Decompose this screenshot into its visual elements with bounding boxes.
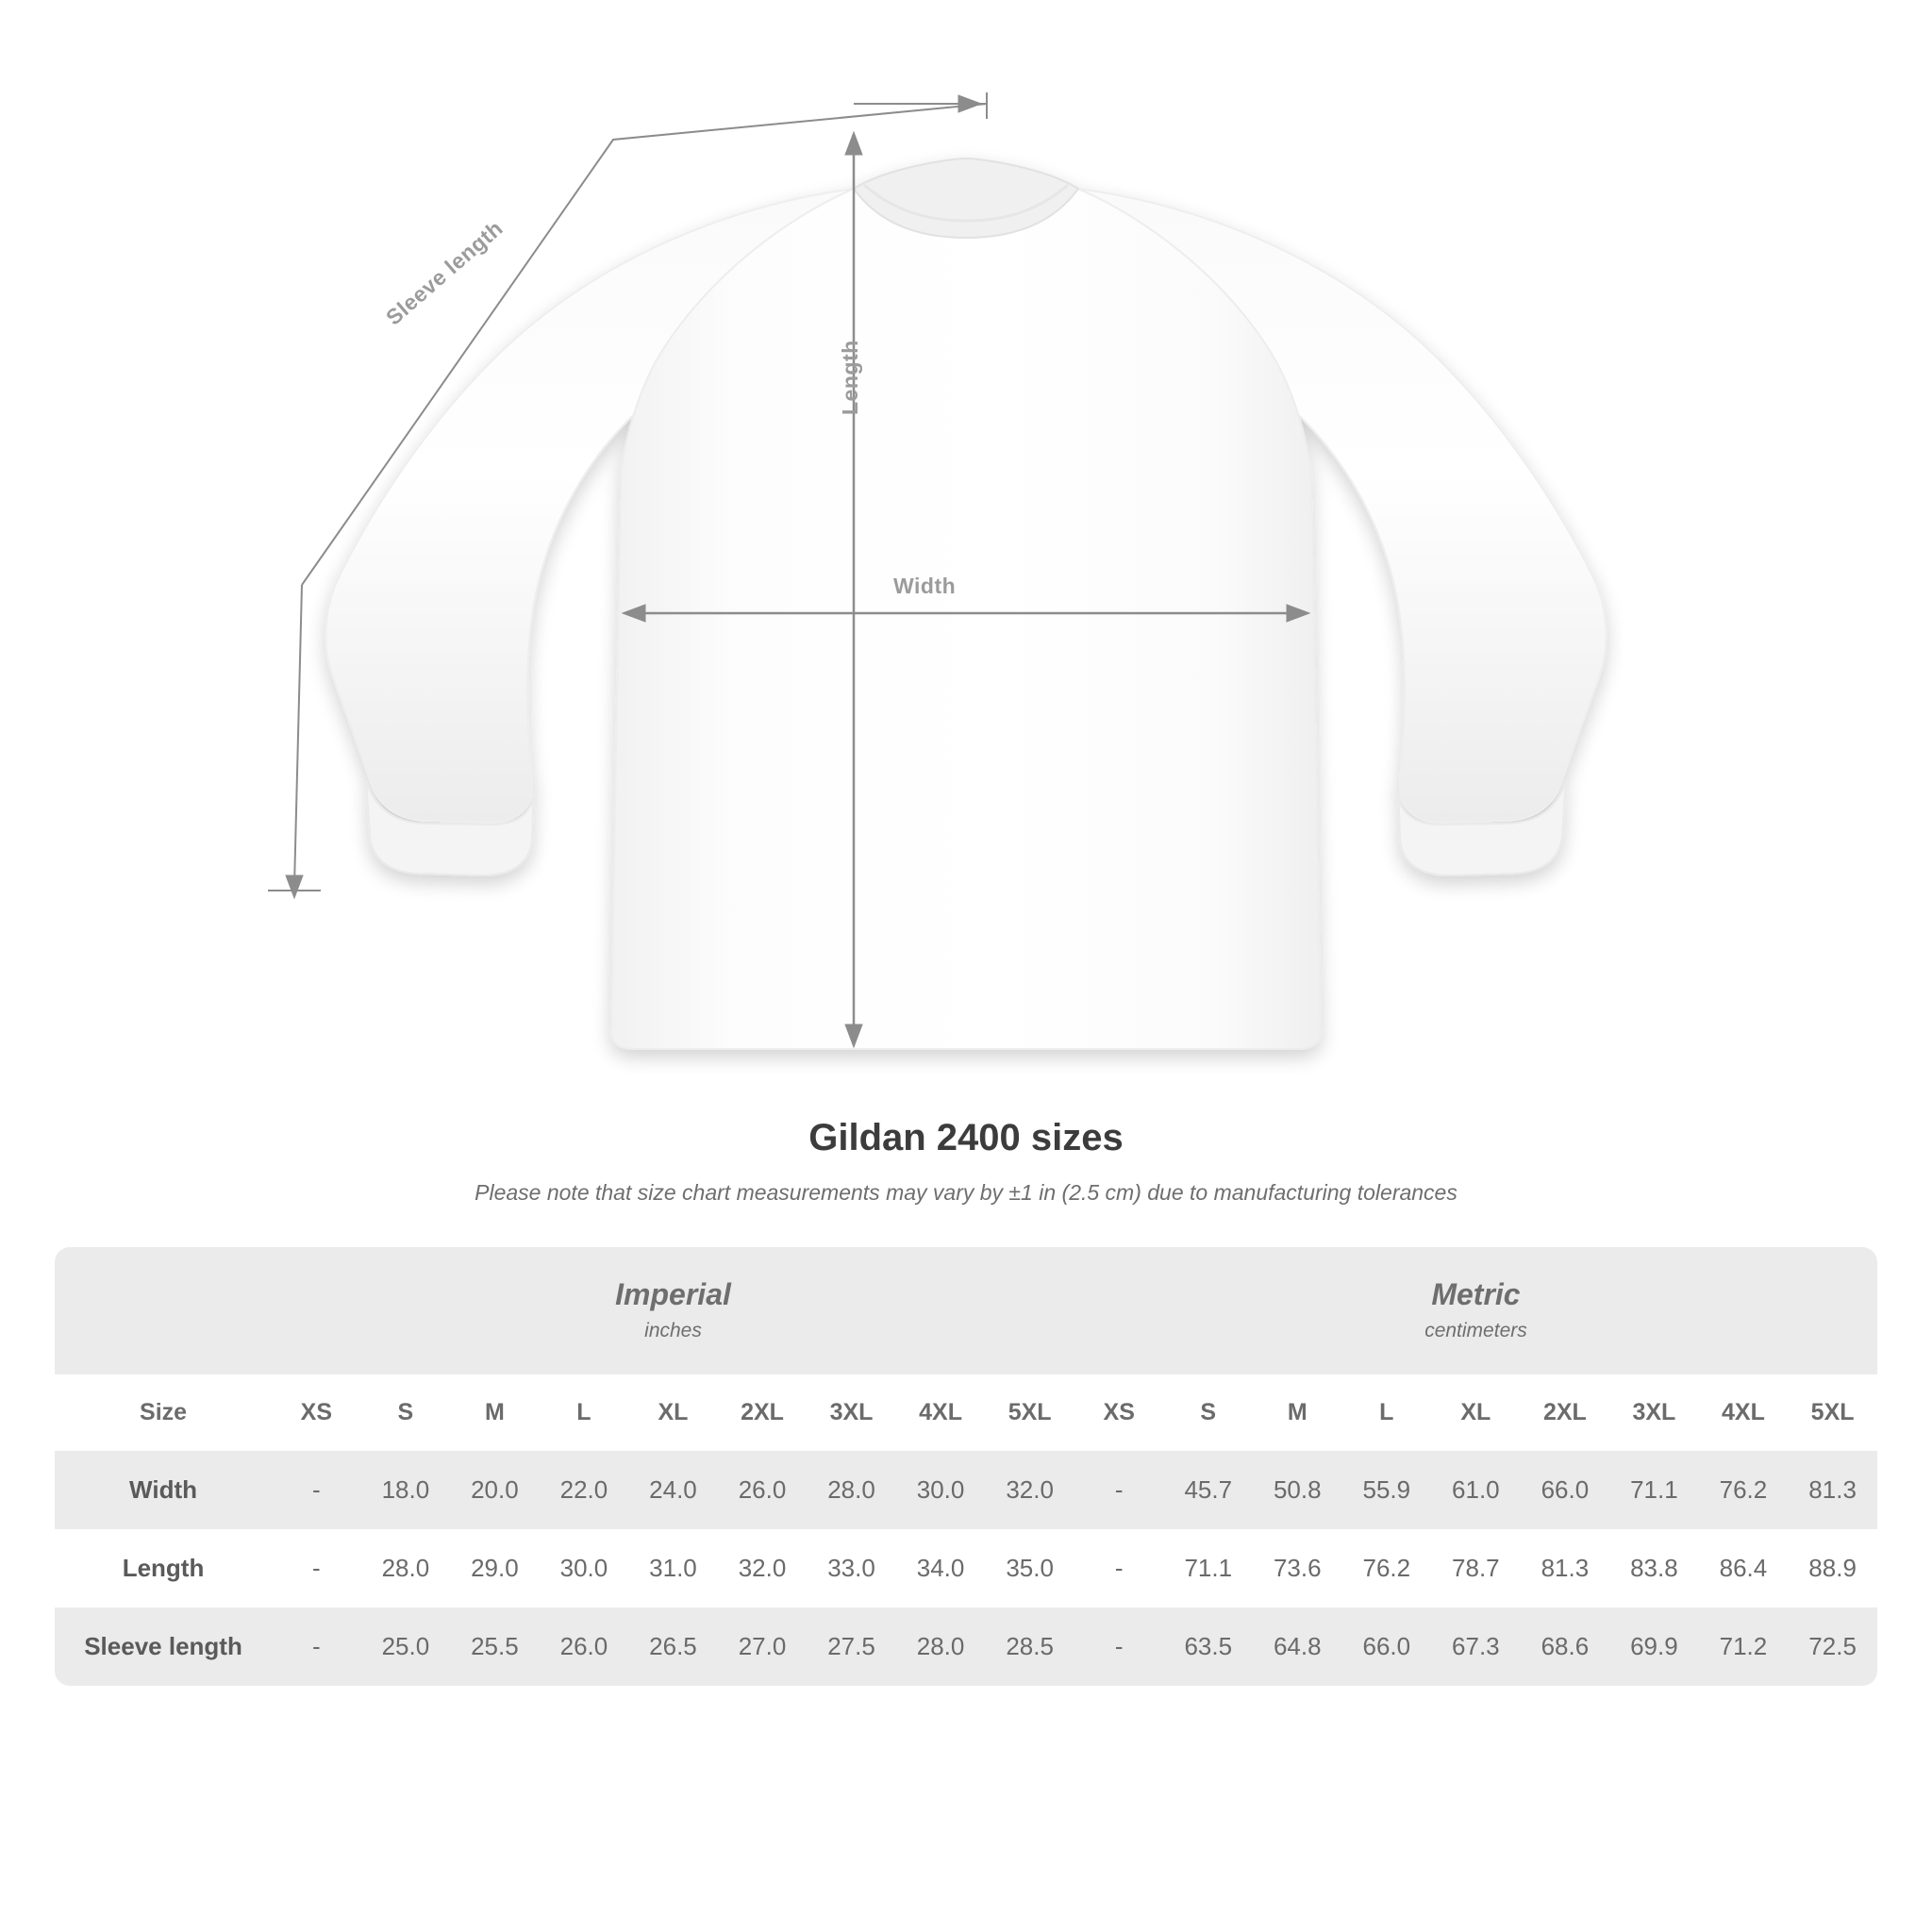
cell-length-metric-xs: - [1074,1529,1164,1607]
cell-length-imperial-xl: 31.0 [628,1529,718,1607]
title-block [0,1117,1932,1206]
metric-unit-sub: centimeters [1424,1319,1527,1341]
cell-length-imperial-s: 28.0 [361,1529,451,1607]
metric-unit-cell [1074,1247,1877,1374]
size-chart-table [55,1247,1877,1686]
cell-length-metric-xl: 78.7 [1431,1529,1521,1607]
shirt-body-shape [325,158,1606,1049]
cell-sleeve-metric-xl: 67.3 [1431,1607,1521,1686]
cell-width-imperial-m: 20.0 [450,1451,540,1529]
cell-width-imperial-5xl: 32.0 [985,1451,1074,1529]
cell-length-metric-3xl: 83.8 [1609,1529,1699,1607]
cell-sleeve-imperial-2xl: 27.0 [718,1607,808,1686]
cell-sleeve-metric-5xl: 72.5 [1788,1607,1877,1686]
cell-width-metric-5xl: 81.3 [1788,1451,1877,1529]
header-metric-xs: XS [1074,1374,1164,1451]
cell-sleeve-imperial-3xl: 27.5 [807,1607,896,1686]
cell-sleeve-imperial-5xl: 28.5 [985,1607,1074,1686]
cell-length-imperial-2xl: 32.0 [718,1529,808,1607]
page-subtitle: Please note that size chart measurements may vary by ±1 in (2.5 cm) due to manufacturing tolerances [475,1180,1457,1205]
cell-sleeve-imperial-xs: - [272,1607,361,1686]
header-imperial-xs: XS [272,1374,361,1451]
header-metric-l: L [1342,1374,1432,1451]
width-label: Width [893,574,957,598]
cell-length-metric-2xl: 81.3 [1521,1529,1610,1607]
size-table-wrapper [55,1247,1877,1686]
cell-width-imperial-s: 18.0 [361,1451,451,1529]
header-metric-5xl: 5XL [1788,1374,1877,1451]
header-imperial-5xl: 5XL [985,1374,1074,1451]
header-imperial-m: M [450,1374,540,1451]
cell-width-metric-l: 55.9 [1342,1451,1432,1529]
table-row [55,1451,1877,1529]
header-imperial-4xl: 4XL [896,1374,986,1451]
column-header-row [55,1374,1877,1451]
cell-length-metric-m: 73.6 [1253,1529,1342,1607]
cell-width-imperial-xl: 24.0 [628,1451,718,1529]
cell-sleeve-imperial-xl: 26.5 [628,1607,718,1686]
length-label: Length [838,340,862,415]
imperial-unit-sub: inches [644,1319,702,1341]
header-metric-3xl: 3XL [1609,1374,1699,1451]
header-metric-m: M [1253,1374,1342,1451]
cell-width-metric-2xl: 66.0 [1521,1451,1610,1529]
header-metric-2xl: 2XL [1521,1374,1610,1451]
cell-width-imperial-xs: - [272,1451,361,1529]
row-label-length: Length [55,1529,272,1607]
header-imperial-xl: XL [628,1374,718,1451]
header-imperial-3xl: 3XL [807,1374,896,1451]
table-row [55,1529,1877,1607]
imperial-unit-name: Imperial [615,1277,731,1311]
cell-sleeve-metric-2xl: 68.6 [1521,1607,1610,1686]
cell-length-imperial-m: 29.0 [450,1529,540,1607]
cell-sleeve-metric-l: 66.0 [1342,1607,1432,1686]
cell-sleeve-metric-m: 64.8 [1253,1607,1342,1686]
cell-width-imperial-3xl: 28.0 [807,1451,896,1529]
cell-sleeve-imperial-s: 25.0 [361,1607,451,1686]
sleeve-length-label: Sleeve length [381,215,508,330]
cell-sleeve-metric-4xl: 71.2 [1699,1607,1789,1686]
header-metric-s: S [1163,1374,1253,1451]
header-metric-4xl: 4XL [1699,1374,1789,1451]
row-label-width: Width [55,1451,272,1529]
cell-width-metric-xl: 61.0 [1431,1451,1521,1529]
cell-length-imperial-5xl: 35.0 [985,1529,1074,1607]
cell-width-metric-xs: - [1074,1451,1164,1529]
cell-width-metric-4xl: 76.2 [1699,1451,1789,1529]
cell-length-imperial-l: 30.0 [540,1529,629,1607]
cell-length-metric-4xl: 86.4 [1699,1529,1789,1607]
header-imperial-s: S [361,1374,451,1451]
cell-width-metric-s: 45.7 [1163,1451,1253,1529]
cell-length-imperial-3xl: 33.0 [807,1529,896,1607]
unit-spacer-cell [55,1247,272,1374]
row-label-sleeve-length: Sleeve length [55,1607,272,1686]
cell-width-imperial-l: 22.0 [540,1451,629,1529]
cell-length-imperial-4xl: 34.0 [896,1529,986,1607]
cell-sleeve-imperial-m: 25.5 [450,1607,540,1686]
header-imperial-2xl: 2XL [718,1374,808,1451]
page-title: Gildan 2400 sizes [808,1117,1124,1158]
cell-length-imperial-xs: - [272,1529,361,1607]
table-row [55,1607,1877,1686]
cell-length-metric-s: 71.1 [1163,1529,1253,1607]
cell-sleeve-metric-s: 63.5 [1163,1607,1253,1686]
imperial-unit-cell [272,1247,1074,1374]
header-size: Size [55,1374,272,1451]
cell-sleeve-imperial-4xl: 28.0 [896,1607,986,1686]
cell-width-metric-3xl: 71.1 [1609,1451,1699,1529]
cell-length-metric-5xl: 88.9 [1788,1529,1877,1607]
cell-width-imperial-2xl: 26.0 [718,1451,808,1529]
header-metric-xl: XL [1431,1374,1521,1451]
cell-sleeve-metric-xs: - [1074,1607,1164,1686]
header-imperial-l: L [540,1374,629,1451]
cell-width-metric-m: 50.8 [1253,1451,1342,1529]
cell-width-imperial-4xl: 30.0 [896,1451,986,1529]
cell-sleeve-imperial-l: 26.0 [540,1607,629,1686]
metric-unit-name: Metric [1431,1277,1521,1311]
unit-header-row [55,1247,1877,1374]
cell-sleeve-metric-3xl: 69.9 [1609,1607,1699,1686]
cell-length-metric-l: 76.2 [1342,1529,1432,1607]
